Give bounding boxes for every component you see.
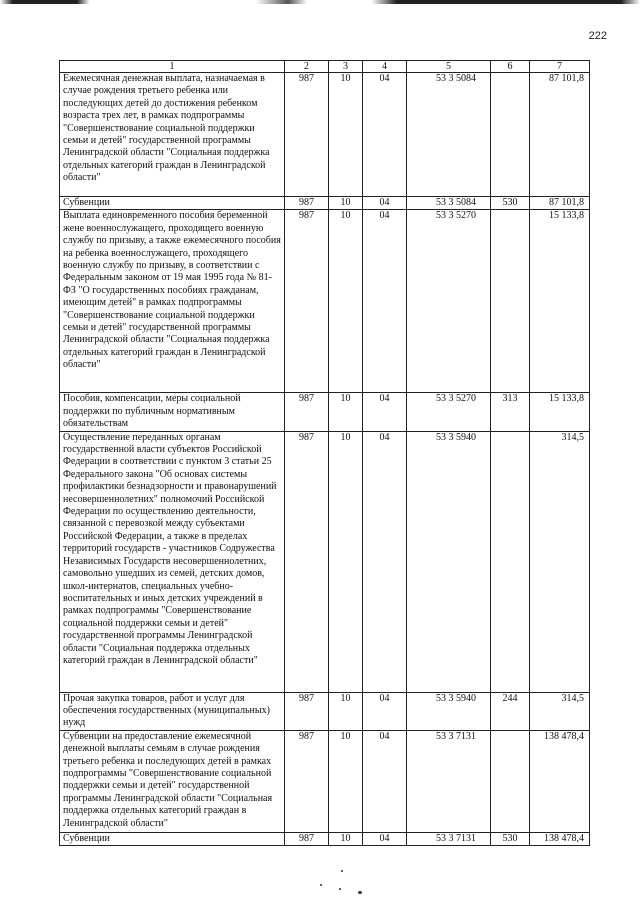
row-code-admin: 987: [285, 393, 329, 431]
row-code-admin: 987: [285, 431, 329, 692]
row-amount: 314,5: [530, 431, 590, 692]
row-code-section: 10: [329, 832, 363, 845]
row-code-expense-type: 244: [491, 692, 530, 730]
scan-specks: [316, 868, 376, 898]
row-description: Субвенции: [60, 832, 285, 845]
column-header: 7: [530, 61, 590, 73]
table-row: [60, 73, 590, 197]
scan-edge-artifact: [0, 0, 640, 4]
row-code-subsection: 04: [363, 730, 407, 832]
row-code-admin: 987: [285, 73, 329, 197]
row-code-subsection: 04: [363, 197, 407, 210]
row-amount: 138 478,4: [530, 832, 590, 845]
row-code-target: 53 3 5270: [407, 210, 491, 393]
row-amount: 87 101,8: [530, 73, 590, 197]
row-amount: 138 478,4: [530, 730, 590, 832]
table-row: [60, 730, 590, 832]
row-description: Выплата единовременного пособия беременной жене военнослужащего, проходящего военную службу по призыву, а также ежемесячного пособия на ребенка военнослужащего, проходящего военную службу по призыву, в соответствии с Федеральным законом от 19 мая 1995 года № 81-ФЗ "О государственных пособиях гражданам, имеющим детей" в рамках подпрограммы "Совершенствование социальной поддержки семьи и детей" государственной программы Ленинградской области "Социальная поддержка отдельных категорий граждан в Ленинградской области": [60, 210, 285, 393]
table-row: [60, 210, 590, 393]
row-code-section: 10: [329, 73, 363, 197]
row-code-subsection: 04: [363, 832, 407, 845]
row-code-expense-type: 313: [491, 393, 530, 431]
row-code-expense-type: 530: [491, 832, 530, 845]
row-amount: 87 101,8: [530, 197, 590, 210]
row-description: Субвенции: [60, 197, 285, 210]
row-code-expense-type: [491, 73, 530, 197]
column-header: 3: [329, 61, 363, 73]
row-description: Прочая закупка товаров, работ и услуг для обеспечения государственных (муниципальных) нужд: [60, 692, 285, 730]
row-code-target: 53 3 7131: [407, 730, 491, 832]
row-code-section: 10: [329, 197, 363, 210]
row-code-admin: 987: [285, 197, 329, 210]
budget-table: [59, 60, 590, 846]
row-code-expense-type: [491, 431, 530, 692]
row-code-subsection: 04: [363, 393, 407, 431]
row-code-target: 53 3 7131: [407, 832, 491, 845]
row-amount: 15 133,8: [530, 210, 590, 393]
row-code-subsection: 04: [363, 692, 407, 730]
column-header: 1: [60, 61, 285, 73]
row-code-expense-type: [491, 730, 530, 832]
column-header: 2: [285, 61, 329, 73]
column-header: 6: [491, 61, 530, 73]
row-description: Ежемесячная денежная выплата, назначаемая в случае рождения третьего ребенка или последующих детей до достижения ребенком возраста трех лет, в рамках подпрограммы "Совершенствование социальной поддержки семьи и детей" государственной программы Ленинградской области "Социальная поддержка отдельных категорий граждан в Ленинградской области": [60, 73, 285, 197]
table-row: [60, 692, 590, 730]
row-code-section: 10: [329, 730, 363, 832]
row-code-section: 10: [329, 692, 363, 730]
table-row: [60, 197, 590, 210]
row-code-subsection: 04: [363, 431, 407, 692]
row-code-target: 53 3 5084: [407, 73, 491, 197]
row-code-section: 10: [329, 210, 363, 393]
table-row: [60, 832, 590, 845]
row-code-subsection: 04: [363, 73, 407, 197]
row-code-admin: 987: [285, 832, 329, 845]
speck: [341, 870, 343, 872]
table-row: [60, 393, 590, 431]
row-amount: 314,5: [530, 692, 590, 730]
row-code-expense-type: [491, 210, 530, 393]
column-header: 5: [407, 61, 491, 73]
row-code-target: 53 3 5940: [407, 431, 491, 692]
speck: [320, 884, 322, 886]
speck: [358, 891, 362, 894]
row-code-admin: 987: [285, 730, 329, 832]
row-code-admin: 987: [285, 210, 329, 393]
row-code-section: 10: [329, 431, 363, 692]
row-code-section: 10: [329, 393, 363, 431]
row-amount: 15 133,8: [530, 393, 590, 431]
row-code-expense-type: 530: [491, 197, 530, 210]
row-code-target: 53 3 5270: [407, 393, 491, 431]
speck: [339, 888, 341, 890]
row-description: Субвенции на предоставление ежемесячной денежной выплаты семьям в случае рождения третьего ребенка и последующих детей в рамках подпрограммы "Совершенствование социальной поддержки семьи и детей" государственной программы Ленинградской области "Социальная поддержка отдельных категорий граждан в Ленинградской области": [60, 730, 285, 832]
row-code-subsection: 04: [363, 210, 407, 393]
row-code-target: 53 3 5940: [407, 692, 491, 730]
row-code-target: 53 3 5084: [407, 197, 491, 210]
row-code-admin: 987: [285, 692, 329, 730]
table-header-row: [60, 61, 590, 73]
table-row: [60, 431, 590, 692]
row-description: Пособия, компенсации, меры социальной поддержки по публичным нормативным обязательствам: [60, 393, 285, 431]
column-header: 4: [363, 61, 407, 73]
row-description: Осуществление переданных органам государственной власти субъектов Российской Федерации в соответствии с пунктом 3 статьи 25 Федерального закона "Об основах системы профилактики безнадзорности и правонарушений несовершеннолетних" полномочий Российской Федерации по осуществлению деятельности, связанной с перевозкой между субъектами Российской Федерации, а также в пределах территорий государств - участников Содружества Независимых Государств несовершеннолетних, самовольно ушедших из семей, детских домов, школ-интернатов, специальных учебно-воспитательных и иных детских учреждений в рамках подпрограммы "Совершенствование социальной поддержки семьи и детей" государственной программы Ленинградской области "Социальная поддержка отдельных категорий граждан в Ленинградской области": [60, 431, 285, 692]
page-number: 222: [588, 30, 607, 42]
